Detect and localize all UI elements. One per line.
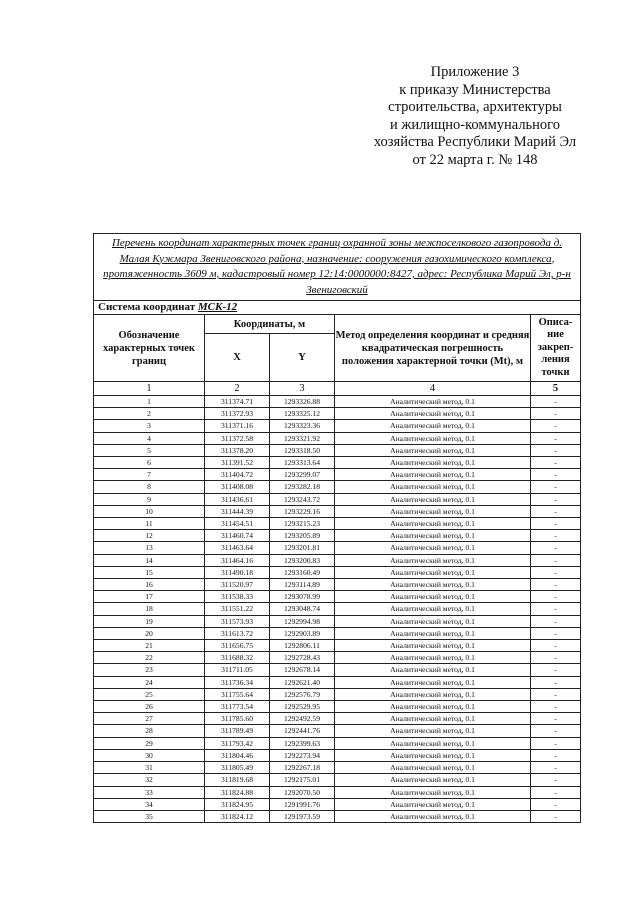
x-coordinate-cell: 311804.46 — [205, 749, 270, 761]
table-row — [94, 701, 581, 713]
y-coordinate-cell: 1292441.76 — [270, 725, 335, 737]
x-coordinate-cell: 311789.49 — [205, 725, 270, 737]
x-coordinate-cell: 311460.74 — [205, 530, 270, 542]
y-coordinate-cell: 1293114.89 — [270, 579, 335, 591]
x-coordinate-cell: 311785.60 — [205, 713, 270, 725]
description-cell: - — [531, 676, 581, 688]
x-coordinate-cell: 311454.51 — [205, 518, 270, 530]
coordinate-system-cell — [94, 301, 581, 315]
method-cell: Аналитический метод, 0.1 — [335, 518, 531, 530]
table-row — [94, 603, 581, 615]
header-coordinates: Координаты, м — [205, 315, 335, 334]
method-cell: Аналитический метод, 0.1 — [335, 688, 531, 700]
method-cell: Аналитический метод, 0.1 — [335, 530, 531, 542]
appendix-line: строительства, архитектуры — [388, 99, 562, 116]
table-row — [94, 579, 581, 591]
column-numbers-row — [94, 382, 581, 396]
appendix-line: от 22 марта г. № 148 — [412, 151, 538, 168]
y-coordinate-cell: 1293282.18 — [270, 481, 335, 493]
table-row — [94, 664, 581, 676]
y-coordinate-cell: 1293215.23 — [270, 518, 335, 530]
appendix-line: Приложение 3 — [430, 64, 520, 80]
description-cell: - — [531, 469, 581, 481]
method-cell: Аналитический метод, 0.1 — [335, 603, 531, 615]
x-coordinate-cell: 311773.54 — [205, 701, 270, 713]
y-coordinate-cell: 1293201.81 — [270, 542, 335, 554]
y-coordinate-cell: 1292492.59 — [270, 713, 335, 725]
description-cell: - — [531, 518, 581, 530]
x-coordinate-cell: 311711.05 — [205, 664, 270, 676]
y-coordinate-cell: 1292576.79 — [270, 688, 335, 700]
y-coordinate-cell: 1292175.01 — [270, 774, 335, 786]
method-cell: Аналитический метод, 0.1 — [335, 762, 531, 774]
y-coordinate-cell: 1292267.18 — [270, 762, 335, 774]
table-row — [94, 737, 581, 749]
table-row — [94, 542, 581, 554]
table-row — [94, 762, 581, 774]
point-number-cell: 2 — [94, 408, 205, 420]
method-cell: Аналитический метод, 0.1 — [335, 749, 531, 761]
method-cell: Аналитический метод, 0.1 — [335, 615, 531, 627]
column-number: 3 — [270, 382, 335, 396]
point-number-cell: 10 — [94, 505, 205, 517]
header-y: Y — [270, 334, 335, 382]
table-row — [94, 469, 581, 481]
table-row — [94, 554, 581, 566]
appendix-line: и жилищно-коммунального — [389, 116, 561, 133]
header-description: Описа-ние закреп-ления точки — [531, 315, 581, 382]
method-cell: Аналитический метод, 0.1 — [335, 774, 531, 786]
x-coordinate-cell: 311444.39 — [205, 505, 270, 517]
table-row — [94, 444, 581, 456]
description-cell: - — [531, 749, 581, 761]
coordinate-system-value: МСК-12 — [197, 301, 238, 313]
point-number-cell: 29 — [94, 737, 205, 749]
appendix-line: хозяйства Республики Марий Эл — [373, 134, 577, 151]
point-number-cell: 13 — [94, 542, 205, 554]
table-row — [94, 566, 581, 578]
x-coordinate-cell: 311391.52 — [205, 457, 270, 469]
method-cell: Аналитический метод, 0.1 — [335, 579, 531, 591]
description-cell: - — [531, 688, 581, 700]
point-number-cell: 32 — [94, 774, 205, 786]
y-coordinate-cell: 1292728.43 — [270, 652, 335, 664]
description-cell: - — [531, 652, 581, 664]
method-cell: Аналитический метод, 0.1 — [335, 591, 531, 603]
description-cell: - — [531, 603, 581, 615]
method-cell: Аналитический метод, 0.1 — [335, 810, 531, 822]
method-cell: Аналитический метод, 0.1 — [335, 469, 531, 481]
description-cell: - — [531, 713, 581, 725]
table-row — [94, 640, 581, 652]
y-coordinate-cell: 1292903.89 — [270, 627, 335, 639]
x-coordinate-cell: 311378.20 — [205, 444, 270, 456]
y-coordinate-cell: 1292529.95 — [270, 701, 335, 713]
y-coordinate-cell: 1293323.36 — [270, 420, 335, 432]
header-method: Метод определения координат и средняя квадратическая погрешность положения характерной точки (Mt), м — [335, 315, 531, 382]
y-coordinate-cell: 1293299.07 — [270, 469, 335, 481]
point-number-cell: 20 — [94, 627, 205, 639]
y-coordinate-cell: 1293205.89 — [270, 530, 335, 542]
point-number-cell: 25 — [94, 688, 205, 700]
coordinate-system-label: Система координат — [98, 301, 196, 313]
method-cell: Аналитический метод, 0.1 — [335, 432, 531, 444]
y-coordinate-cell: 1293229.16 — [270, 505, 335, 517]
y-coordinate-cell: 1293325.12 — [270, 408, 335, 420]
description-cell: - — [531, 408, 581, 420]
x-coordinate-cell: 311736.34 — [205, 676, 270, 688]
y-coordinate-cell: 1293313.64 — [270, 457, 335, 469]
y-coordinate-cell: 1291991.76 — [270, 798, 335, 810]
y-coordinate-cell: 1292678.14 — [270, 664, 335, 676]
description-cell: - — [531, 810, 581, 822]
method-cell: Аналитический метод, 0.1 — [335, 457, 531, 469]
point-number-cell: 18 — [94, 603, 205, 615]
point-number-cell: 26 — [94, 701, 205, 713]
table-row — [94, 432, 581, 444]
y-coordinate-cell: 1293318.50 — [270, 444, 335, 456]
table-row — [94, 518, 581, 530]
y-coordinate-cell: 1292806.11 — [270, 640, 335, 652]
table-row — [94, 627, 581, 639]
description-cell: - — [531, 505, 581, 517]
table-row — [94, 713, 581, 725]
method-cell: Аналитический метод, 0.1 — [335, 664, 531, 676]
x-coordinate-cell: 311374.71 — [205, 396, 270, 408]
method-cell: Аналитический метод, 0.1 — [335, 396, 531, 408]
x-coordinate-cell: 311520.97 — [205, 579, 270, 591]
table-row — [94, 676, 581, 688]
appendix-line: к приказу Министерства — [399, 81, 551, 98]
column-number: 1 — [94, 382, 205, 396]
table-row — [94, 749, 581, 761]
header-point: Обозначение характерных точек границ — [94, 315, 205, 382]
description-cell: - — [531, 579, 581, 591]
description-cell: - — [531, 542, 581, 554]
table-row — [94, 457, 581, 469]
table-title-cell — [94, 234, 581, 301]
description-cell: - — [531, 444, 581, 456]
point-number-cell: 35 — [94, 810, 205, 822]
x-coordinate-cell: 311824.12 — [205, 810, 270, 822]
point-number-cell: 28 — [94, 725, 205, 737]
method-cell: Аналитический метод, 0.1 — [335, 420, 531, 432]
description-cell: - — [531, 530, 581, 542]
x-coordinate-cell: 311404.72 — [205, 469, 270, 481]
description-cell: - — [531, 432, 581, 444]
description-cell: - — [531, 420, 581, 432]
point-number-cell: 4 — [94, 432, 205, 444]
x-coordinate-cell: 311464.16 — [205, 554, 270, 566]
x-coordinate-cell: 311688.32 — [205, 652, 270, 664]
point-number-cell: 7 — [94, 469, 205, 481]
table-row — [94, 774, 581, 786]
table-row — [94, 798, 581, 810]
point-number-cell: 24 — [94, 676, 205, 688]
x-coordinate-cell: 311656.75 — [205, 640, 270, 652]
point-number-cell: 23 — [94, 664, 205, 676]
y-coordinate-cell: 1293321.92 — [270, 432, 335, 444]
description-cell: - — [531, 725, 581, 737]
description-cell: - — [531, 737, 581, 749]
column-number: 4 — [335, 382, 531, 396]
point-number-cell: 30 — [94, 749, 205, 761]
x-coordinate-cell: 311371.16 — [205, 420, 270, 432]
point-number-cell: 34 — [94, 798, 205, 810]
point-number-cell: 33 — [94, 786, 205, 798]
description-cell: - — [531, 493, 581, 505]
y-coordinate-cell: 1293160.49 — [270, 566, 335, 578]
x-coordinate-cell: 311372.58 — [205, 432, 270, 444]
x-coordinate-cell: 311613.72 — [205, 627, 270, 639]
method-cell: Аналитический метод, 0.1 — [335, 713, 531, 725]
method-cell: Аналитический метод, 0.1 — [335, 737, 531, 749]
x-coordinate-cell: 311793.42 — [205, 737, 270, 749]
description-cell: - — [531, 396, 581, 408]
y-coordinate-cell: 1292399.63 — [270, 737, 335, 749]
point-number-cell: 27 — [94, 713, 205, 725]
table-row — [94, 481, 581, 493]
x-coordinate-cell: 311490.18 — [205, 566, 270, 578]
table-row — [94, 688, 581, 700]
point-number-cell: 16 — [94, 579, 205, 591]
y-coordinate-cell: 1292070.50 — [270, 786, 335, 798]
x-coordinate-cell: 311805.49 — [205, 762, 270, 774]
description-cell: - — [531, 457, 581, 469]
column-number: 5 — [531, 382, 581, 396]
x-coordinate-cell: 311436.61 — [205, 493, 270, 505]
x-coordinate-cell: 311538.33 — [205, 591, 270, 603]
description-cell: - — [531, 786, 581, 798]
x-coordinate-cell: 311824.95 — [205, 798, 270, 810]
y-coordinate-cell: 1293048.74 — [270, 603, 335, 615]
description-cell: - — [531, 591, 581, 603]
method-cell: Аналитический метод, 0.1 — [335, 408, 531, 420]
y-coordinate-cell: 1291973.59 — [270, 810, 335, 822]
table-row — [94, 530, 581, 542]
method-cell: Аналитический метод, 0.1 — [335, 786, 531, 798]
description-cell: - — [531, 554, 581, 566]
method-cell: Аналитический метод, 0.1 — [335, 701, 531, 713]
column-number: 2 — [205, 382, 270, 396]
x-coordinate-cell: 311372.93 — [205, 408, 270, 420]
table-row — [94, 810, 581, 822]
method-cell: Аналитический метод, 0.1 — [335, 627, 531, 639]
y-coordinate-cell: 1293326.88 — [270, 396, 335, 408]
point-number-cell: 1 — [94, 396, 205, 408]
point-number-cell: 31 — [94, 762, 205, 774]
point-number-cell: 15 — [94, 566, 205, 578]
point-number-cell: 12 — [94, 530, 205, 542]
description-cell: - — [531, 701, 581, 713]
description-cell: - — [531, 798, 581, 810]
y-coordinate-cell: 1293078.99 — [270, 591, 335, 603]
description-cell: - — [531, 640, 581, 652]
table-row — [94, 786, 581, 798]
table-row — [94, 725, 581, 737]
method-cell: Аналитический метод, 0.1 — [335, 493, 531, 505]
method-cell: Аналитический метод, 0.1 — [335, 798, 531, 810]
table-row — [94, 591, 581, 603]
y-coordinate-cell: 1292621.40 — [270, 676, 335, 688]
point-number-cell: 6 — [94, 457, 205, 469]
x-coordinate-cell: 311573.93 — [205, 615, 270, 627]
header-x: X — [205, 334, 270, 382]
y-coordinate-cell: 1293243.72 — [270, 493, 335, 505]
description-cell: - — [531, 615, 581, 627]
x-coordinate-cell: 311408.08 — [205, 481, 270, 493]
description-cell: - — [531, 664, 581, 676]
table-row — [94, 493, 581, 505]
point-number-cell: 19 — [94, 615, 205, 627]
method-cell: Аналитический метод, 0.1 — [335, 566, 531, 578]
method-cell: Аналитический метод, 0.1 — [335, 652, 531, 664]
x-coordinate-cell: 311824.88 — [205, 786, 270, 798]
y-coordinate-cell: 1292994.98 — [270, 615, 335, 627]
method-cell: Аналитический метод, 0.1 — [335, 444, 531, 456]
method-cell: Аналитический метод, 0.1 — [335, 481, 531, 493]
point-number-cell: 11 — [94, 518, 205, 530]
table-row — [94, 408, 581, 420]
y-coordinate-cell: 1292273.94 — [270, 749, 335, 761]
point-number-cell: 8 — [94, 481, 205, 493]
coordinates-table — [93, 233, 581, 823]
method-cell: Аналитический метод, 0.1 — [335, 676, 531, 688]
method-cell: Аналитический метод, 0.1 — [335, 640, 531, 652]
point-number-cell: 9 — [94, 493, 205, 505]
description-cell: - — [531, 566, 581, 578]
description-cell: - — [531, 481, 581, 493]
point-number-cell: 14 — [94, 554, 205, 566]
point-number-cell: 3 — [94, 420, 205, 432]
table-title: Перечень координат характерных точек границ охранной зоны межпоселкового газопровода д. Малая Кужмара Звениговского района, назначение: сооружения газохимического комплекса, протяженность 3609 м, кадастровый номер 12:14:0000000:8427, адрес: Республика Марий Эл, р-н Звениговский — [103, 237, 571, 296]
x-coordinate-cell: 311551.22 — [205, 603, 270, 615]
point-number-cell: 22 — [94, 652, 205, 664]
y-coordinate-cell: 1293200.83 — [270, 554, 335, 566]
appendix-header — [330, 64, 620, 170]
description-cell: - — [531, 762, 581, 774]
table-row — [94, 615, 581, 627]
method-cell: Аналитический метод, 0.1 — [335, 505, 531, 517]
method-cell: Аналитический метод, 0.1 — [335, 542, 531, 554]
table-row — [94, 396, 581, 408]
table-row — [94, 652, 581, 664]
point-number-cell: 21 — [94, 640, 205, 652]
table-row — [94, 505, 581, 517]
table-row — [94, 420, 581, 432]
x-coordinate-cell: 311819.68 — [205, 774, 270, 786]
description-cell: - — [531, 627, 581, 639]
method-cell: Аналитический метод, 0.1 — [335, 725, 531, 737]
description-cell: - — [531, 774, 581, 786]
point-number-cell: 17 — [94, 591, 205, 603]
point-number-cell: 5 — [94, 444, 205, 456]
method-cell: Аналитический метод, 0.1 — [335, 554, 531, 566]
x-coordinate-cell: 311755.64 — [205, 688, 270, 700]
x-coordinate-cell: 311463.64 — [205, 542, 270, 554]
